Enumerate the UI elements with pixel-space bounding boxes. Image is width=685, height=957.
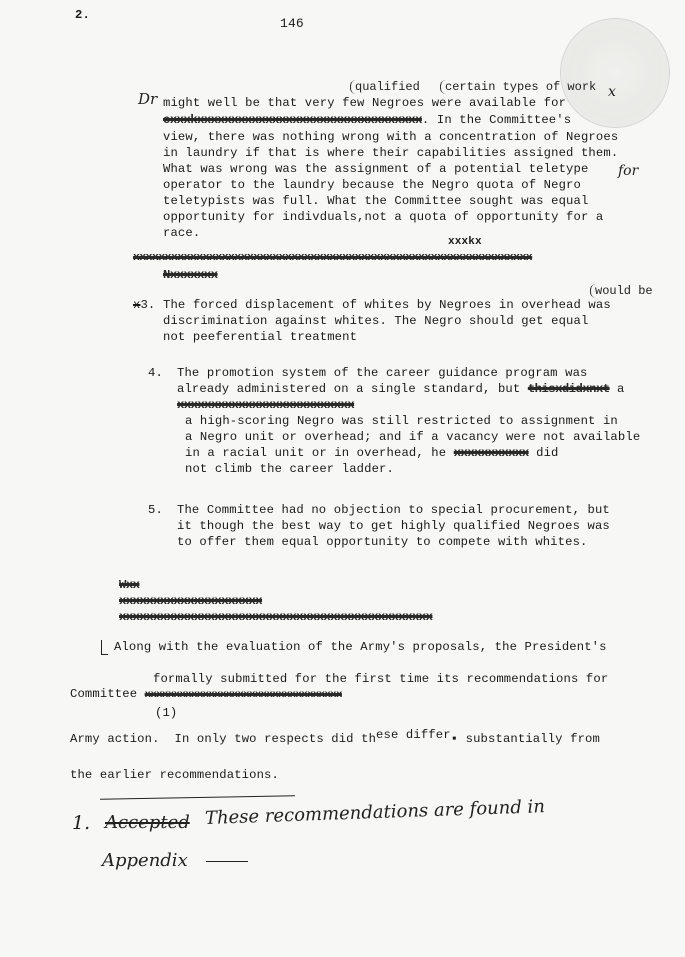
para1-line5: What was wrong was the assignment of a potential teletype [163,162,589,176]
final-line1: Along with the evaluation of the Army's proposals, the President's [114,640,607,654]
para1-line7: teletypists was full. What the Committee sought was equal [163,194,589,208]
item4-line7: not climb the career ladder. [185,462,394,476]
footnote-dash [206,861,248,862]
para1-line3: view, there was nothing wrong with a concentration of Negroes [163,130,619,144]
item4-line6-end: did [536,446,559,460]
item4-line1: The promotion system of the career guidance program was [177,366,588,380]
para1-line2 [163,113,571,127]
footnote-reference: (1) [155,706,178,720]
item3-line2: discrimination against whites. The Negro should get equal [163,314,589,328]
final-line4: Army action. In only two respects did these differ▪ substantially from [70,728,600,746]
para1-line4: in laundry if that is where their capabilities assigned them. [163,146,619,160]
page-number: 146 [280,16,304,31]
struck-text: xxxxxxxxxxxxxxxxxxxxxxxxxxxxxxxxxx [144,689,342,701]
item4-line2-end: a [617,382,625,396]
item-number: 3. [140,298,156,312]
final-line4-c: ese differ [376,728,451,742]
item4-line4: a high-scoring Negro was still restricted to assignment in [185,414,618,428]
final-line3 [70,687,342,701]
para1-line6: operator to the laundry because the Negro quota of Negro [163,178,581,192]
para1-line1: might well be that very few Negroes were available for [163,96,567,110]
struck-line: Nxxxxxxx [163,268,218,282]
footnote-line1: These recommendations are found in [204,796,546,829]
struck-text: xxxxxxxxxxx [453,446,529,460]
final-line5: the earlier recommendations. [70,768,279,782]
insert-qualified: qualified [350,80,420,94]
footnote-number: 1. [72,812,91,834]
struck-line: xxxxxxxxxxxxxxxxxxxxxxxxxx [177,398,355,412]
para1-line2-rest: . In the Committee's [421,113,572,127]
paragraph-mark [101,640,108,655]
struck-text: cxxxkxxxxxxxxxxxxxxxxxxxxxxxxxxxxxxxxx [163,113,422,127]
para1-line8: opportunity for indivduals,not a quota of opportunity for a [163,210,604,224]
corner-mark: 2. [75,8,90,22]
footnote-struck-word: Accepted [105,812,190,833]
struck-text: thisxdidxnxt [527,382,610,396]
item5-line2: it though the best way to get highly qualified Negroes was [177,519,610,533]
struck-line: xxxxxxxxxxxxxxxxxxxxxxxxxxxxxxxxxxxxxxxxxxxxxxxxxxxxxxxxxxxxxxx [133,252,533,264]
margin-note-dr: Dr [138,90,158,108]
item3-line1: The forced displacement of whites by Negroes in overhead was [163,298,611,312]
insert-would-be: would be [590,284,653,298]
final-line4-b: In only two respects did th [174,732,377,746]
final-line2: formally submitted for the first time its recommendations for [153,672,609,686]
item3-number [133,298,155,312]
footnote-line2: Appendix [102,850,188,871]
faded-stamp-seal [560,18,670,128]
item4-line6-start: in a racial unit or in overhead, he [185,446,447,460]
struck-line: xxxxxxxxxxxxxxxxxxxxx [119,594,263,608]
item5-line1: The Committee had no objection to special procurement, but [177,503,610,517]
item4-line6 [185,446,559,460]
item3-line3: not peeferential treatment [163,330,358,344]
margin-note-for: for [618,163,639,179]
struck-line: Wxx [119,578,140,592]
item4-number: 4. [148,366,163,380]
insert-xxxkx: xxxkx [448,236,482,248]
final-line4-d: substantially from [458,732,600,746]
item5-number: 5. [148,503,163,517]
item4-line5: a Negro unit or overhead; and if a vacancy were not available [185,430,641,444]
insert-x-mark: x [608,84,616,100]
final-line4-a: Army action. [70,732,160,746]
struck-text: x [133,298,141,312]
item5-line3: to offer them equal opportunity to compete with whites. [177,535,588,549]
item4-line2 [177,382,625,396]
para1-line9: race. [163,226,201,240]
struck-line: xxxxxxxxxxxxxxxxxxxxxxxxxxxxxxxxxxxxxxxxxxxxxx [119,610,433,624]
item4-line2-start: already administered on a single standard, but [177,382,521,396]
footnote-rule [100,795,295,799]
final-line3-start: Committee [70,687,138,701]
insert-certain-types-of-work: certain types of work [440,80,596,94]
